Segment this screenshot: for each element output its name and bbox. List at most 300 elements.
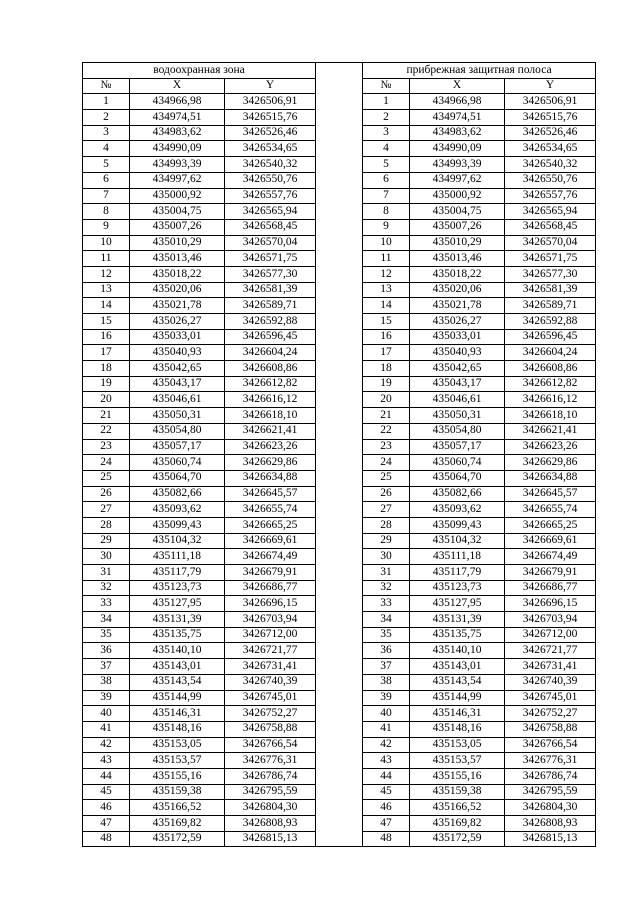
- cell-x: 435021,78: [130, 298, 225, 314]
- table-row: [363, 831, 596, 847]
- cell-number: 6: [363, 172, 410, 188]
- table-row: [83, 172, 316, 188]
- cell-y: 3426655,74: [225, 502, 316, 518]
- cell-number: 42: [363, 737, 410, 753]
- cell-y: 3426703,94: [505, 612, 596, 628]
- cell-y: 3426618,10: [225, 408, 316, 424]
- cell-number: 21: [363, 408, 410, 424]
- cell-x: 434993,39: [130, 157, 225, 173]
- cell-number: 16: [83, 329, 130, 345]
- table-title-row: [83, 63, 316, 79]
- cell-x: 435099,43: [130, 517, 225, 533]
- cell-y: 3426745,01: [225, 690, 316, 706]
- cell-y: 3426686,77: [505, 580, 596, 596]
- table-row: [363, 706, 596, 722]
- table-row: [83, 565, 316, 581]
- table-row: [83, 329, 316, 345]
- cell-x: 434966,98: [410, 94, 505, 110]
- table-row: [83, 376, 316, 392]
- cell-y: 3426674,49: [505, 549, 596, 565]
- cell-y: 3426577,30: [505, 266, 596, 282]
- cell-number: 16: [363, 329, 410, 345]
- cell-y: 3426592,88: [505, 314, 596, 330]
- cell-y: 3426623,26: [225, 439, 316, 455]
- cell-y: 3426634,88: [505, 470, 596, 486]
- cell-number: 32: [83, 580, 130, 596]
- cell-y: 3426740,39: [225, 674, 316, 690]
- cell-y: 3426618,10: [505, 408, 596, 424]
- table-row: [83, 188, 316, 204]
- cell-x: 435135,75: [130, 627, 225, 643]
- table-row: [83, 408, 316, 424]
- table-row: [83, 737, 316, 753]
- column-header-y: Y: [225, 78, 316, 94]
- table-row: [363, 204, 596, 220]
- table-row: [83, 721, 316, 737]
- cell-y: 3426665,25: [225, 517, 316, 533]
- cell-y: 3426721,77: [225, 643, 316, 659]
- cell-y: 3426589,71: [225, 298, 316, 314]
- cell-number: 47: [363, 816, 410, 832]
- cell-number: 37: [83, 659, 130, 675]
- table-row: [363, 627, 596, 643]
- cell-y: 3426815,13: [505, 831, 596, 847]
- cell-x: 435004,75: [410, 204, 505, 220]
- cell-y: 3426752,27: [225, 706, 316, 722]
- cell-y: 3426674,49: [225, 549, 316, 565]
- cell-x: 435060,74: [130, 455, 225, 471]
- cell-y: 3426571,75: [505, 251, 596, 267]
- cell-x: 435144,99: [130, 690, 225, 706]
- cell-y: 3426570,04: [225, 235, 316, 251]
- coastal-protection-strip-table: [362, 62, 596, 847]
- cell-y: 3426581,39: [505, 282, 596, 298]
- cell-number: 27: [83, 502, 130, 518]
- cell-number: 12: [363, 266, 410, 282]
- cell-x: 435127,95: [410, 596, 505, 612]
- column-header-x: X: [410, 78, 505, 94]
- cell-x: 435026,27: [410, 314, 505, 330]
- table-row: [83, 768, 316, 784]
- table-row: [363, 517, 596, 533]
- cell-y: 3426758,88: [505, 721, 596, 737]
- cell-number: 34: [83, 612, 130, 628]
- table-row: [83, 282, 316, 298]
- cell-number: 18: [363, 361, 410, 377]
- cell-y: 3426786,74: [225, 768, 316, 784]
- cell-x: 435046,61: [130, 392, 225, 408]
- cell-y: 3426621,41: [505, 423, 596, 439]
- table-row: [363, 753, 596, 769]
- table-row: [83, 800, 316, 816]
- coordinate-tables: [82, 62, 596, 847]
- cell-number: 19: [363, 376, 410, 392]
- cell-x: 435082,66: [410, 486, 505, 502]
- table-header-row: [363, 78, 596, 94]
- table-row: [363, 251, 596, 267]
- table-row: [363, 157, 596, 173]
- cell-number: 9: [83, 219, 130, 235]
- cell-x: 434974,51: [410, 110, 505, 126]
- cell-y: 3426604,24: [225, 345, 316, 361]
- table-row: [363, 282, 596, 298]
- table-title: водоохранная зона: [83, 63, 316, 79]
- cell-x: 435010,29: [130, 235, 225, 251]
- cell-number: 19: [83, 376, 130, 392]
- cell-y: 3426608,86: [505, 361, 596, 377]
- cell-number: 8: [363, 204, 410, 220]
- cell-x: 435042,65: [130, 361, 225, 377]
- cell-number: 34: [363, 612, 410, 628]
- table-row: [363, 423, 596, 439]
- cell-y: 3426534,65: [225, 141, 316, 157]
- cell-y: 3426679,91: [505, 565, 596, 581]
- cell-x: 434997,62: [130, 172, 225, 188]
- cell-number: 14: [363, 298, 410, 314]
- cell-x: 435131,39: [410, 612, 505, 628]
- cell-x: 435166,52: [410, 800, 505, 816]
- cell-x: 435042,65: [410, 361, 505, 377]
- cell-y: 3426795,59: [505, 784, 596, 800]
- table-row: [363, 659, 596, 675]
- table-row: [83, 266, 316, 282]
- cell-x: 434990,09: [410, 141, 505, 157]
- cell-y: 3426712,00: [505, 627, 596, 643]
- cell-x: 435104,32: [410, 533, 505, 549]
- cell-x: 435159,38: [130, 784, 225, 800]
- column-header-number: №: [83, 78, 130, 94]
- table-row: [363, 125, 596, 141]
- cell-number: 35: [83, 627, 130, 643]
- table-row: [83, 314, 316, 330]
- cell-x: 435155,16: [130, 768, 225, 784]
- cell-y: 3426766,54: [505, 737, 596, 753]
- cell-y: 3426669,61: [505, 533, 596, 549]
- cell-x: 435153,57: [130, 753, 225, 769]
- cell-y: 3426776,31: [225, 753, 316, 769]
- table-row: [83, 517, 316, 533]
- cell-number: 31: [363, 565, 410, 581]
- cell-y: 3426629,86: [225, 455, 316, 471]
- cell-y: 3426740,39: [505, 674, 596, 690]
- cell-number: 15: [363, 314, 410, 330]
- cell-number: 28: [363, 517, 410, 533]
- cell-number: 11: [363, 251, 410, 267]
- cell-y: 3426634,88: [225, 470, 316, 486]
- table-row: [83, 784, 316, 800]
- cell-y: 3426612,82: [225, 376, 316, 392]
- cell-x: 435148,16: [410, 721, 505, 737]
- cell-number: 29: [363, 533, 410, 549]
- table-row: [363, 219, 596, 235]
- cell-y: 3426752,27: [505, 706, 596, 722]
- table-row: [363, 345, 596, 361]
- cell-number: 18: [83, 361, 130, 377]
- cell-x: 435004,75: [130, 204, 225, 220]
- cell-number: 41: [83, 721, 130, 737]
- cell-x: 434993,39: [410, 157, 505, 173]
- cell-number: 36: [363, 643, 410, 659]
- cell-x: 435026,27: [130, 314, 225, 330]
- table-gap: [316, 62, 362, 847]
- cell-number: 38: [83, 674, 130, 690]
- table-row: [363, 800, 596, 816]
- cell-y: 3426645,57: [505, 486, 596, 502]
- cell-y: 3426515,76: [505, 110, 596, 126]
- cell-x: 435000,92: [130, 188, 225, 204]
- cell-x: 435043,17: [410, 376, 505, 392]
- table-row: [363, 486, 596, 502]
- cell-x: 435064,70: [130, 470, 225, 486]
- table-row: [83, 533, 316, 549]
- cell-y: 3426577,30: [225, 266, 316, 282]
- table-row: [363, 298, 596, 314]
- cell-y: 3426589,71: [505, 298, 596, 314]
- table-row: [83, 831, 316, 847]
- table-row: [83, 502, 316, 518]
- cell-x: 435135,75: [410, 627, 505, 643]
- cell-y: 3426731,41: [225, 659, 316, 675]
- cell-x: 435000,92: [410, 188, 505, 204]
- table-row: [83, 674, 316, 690]
- table-row: [83, 235, 316, 251]
- table-row: [83, 110, 316, 126]
- table-row: [83, 549, 316, 565]
- cell-y: 3426758,88: [225, 721, 316, 737]
- table-row: [83, 219, 316, 235]
- cell-y: 3426540,32: [505, 157, 596, 173]
- cell-y: 3426568,45: [505, 219, 596, 235]
- cell-number: 15: [83, 314, 130, 330]
- cell-number: 20: [363, 392, 410, 408]
- table-row: [83, 816, 316, 832]
- cell-y: 3426570,04: [505, 235, 596, 251]
- cell-x: 434966,98: [130, 94, 225, 110]
- cell-x: 435140,10: [130, 643, 225, 659]
- cell-x: 435117,79: [410, 565, 505, 581]
- cell-x: 435033,01: [410, 329, 505, 345]
- table-row: [363, 502, 596, 518]
- cell-y: 3426608,86: [225, 361, 316, 377]
- table-row: [363, 816, 596, 832]
- cell-number: 32: [363, 580, 410, 596]
- cell-y: 3426808,93: [505, 816, 596, 832]
- cell-number: 40: [363, 706, 410, 722]
- table-row: [363, 768, 596, 784]
- cell-y: 3426571,75: [225, 251, 316, 267]
- table-row: [363, 784, 596, 800]
- cell-y: 3426604,24: [505, 345, 596, 361]
- table-row: [363, 235, 596, 251]
- cell-y: 3426696,15: [225, 596, 316, 612]
- cell-x: 435064,70: [410, 470, 505, 486]
- cell-y: 3426623,26: [505, 439, 596, 455]
- cell-number: 30: [83, 549, 130, 565]
- table-row: [83, 94, 316, 110]
- cell-number: 45: [363, 784, 410, 800]
- cell-x: 435111,18: [410, 549, 505, 565]
- cell-x: 435153,05: [410, 737, 505, 753]
- cell-x: 435166,52: [130, 800, 225, 816]
- table-row: [363, 612, 596, 628]
- table-row: [83, 612, 316, 628]
- cell-x: 435117,79: [130, 565, 225, 581]
- cell-number: 47: [83, 816, 130, 832]
- table-row: [363, 580, 596, 596]
- cell-number: 9: [363, 219, 410, 235]
- cell-x: 435153,57: [410, 753, 505, 769]
- cell-x: 435020,06: [410, 282, 505, 298]
- cell-number: 30: [363, 549, 410, 565]
- table-row: [363, 470, 596, 486]
- cell-y: 3426669,61: [225, 533, 316, 549]
- cell-number: 43: [363, 753, 410, 769]
- cell-number: 44: [83, 768, 130, 784]
- cell-number: 25: [83, 470, 130, 486]
- cell-number: 13: [83, 282, 130, 298]
- cell-number: 10: [363, 235, 410, 251]
- cell-x: 435143,01: [130, 659, 225, 675]
- cell-x: 435013,46: [410, 251, 505, 267]
- cell-x: 435153,05: [130, 737, 225, 753]
- cell-y: 3426550,76: [225, 172, 316, 188]
- cell-number: 37: [363, 659, 410, 675]
- cell-number: 48: [363, 831, 410, 847]
- cell-y: 3426629,86: [505, 455, 596, 471]
- cell-x: 435123,73: [410, 580, 505, 596]
- cell-y: 3426506,91: [505, 94, 596, 110]
- cell-y: 3426712,00: [225, 627, 316, 643]
- cell-number: 42: [83, 737, 130, 753]
- cell-number: 39: [83, 690, 130, 706]
- cell-number: 1: [83, 94, 130, 110]
- table-row: [363, 596, 596, 612]
- table-row: [363, 643, 596, 659]
- cell-number: 5: [363, 157, 410, 173]
- cell-number: 22: [363, 423, 410, 439]
- cell-x: 435043,17: [130, 376, 225, 392]
- table-row: [83, 470, 316, 486]
- table-title: прибрежная защитная полоса: [363, 63, 596, 79]
- cell-number: 44: [363, 768, 410, 784]
- cell-x: 435093,62: [410, 502, 505, 518]
- table-row: [363, 533, 596, 549]
- table-row: [83, 643, 316, 659]
- table-row: [83, 251, 316, 267]
- cell-number: 24: [363, 455, 410, 471]
- cell-y: 3426515,76: [225, 110, 316, 126]
- table-row: [83, 486, 316, 502]
- cell-number: 13: [363, 282, 410, 298]
- cell-x: 435146,31: [130, 706, 225, 722]
- cell-y: 3426679,91: [225, 565, 316, 581]
- cell-number: 48: [83, 831, 130, 847]
- column-header-y: Y: [505, 78, 596, 94]
- cell-x: 435143,01: [410, 659, 505, 675]
- table-row: [83, 455, 316, 471]
- cell-x: 435007,26: [130, 219, 225, 235]
- cell-x: 435169,82: [410, 816, 505, 832]
- cell-x: 435140,10: [410, 643, 505, 659]
- cell-number: 2: [83, 110, 130, 126]
- cell-number: 5: [83, 157, 130, 173]
- cell-number: 4: [83, 141, 130, 157]
- cell-x: 434997,62: [410, 172, 505, 188]
- cell-x: 435057,17: [130, 439, 225, 455]
- cell-x: 435169,82: [130, 816, 225, 832]
- cell-number: 45: [83, 784, 130, 800]
- table-row: [83, 361, 316, 377]
- cell-number: 27: [363, 502, 410, 518]
- cell-number: 31: [83, 565, 130, 581]
- cell-y: 3426655,74: [505, 502, 596, 518]
- cell-y: 3426612,82: [505, 376, 596, 392]
- cell-x: 435082,66: [130, 486, 225, 502]
- table-row: [363, 737, 596, 753]
- cell-x: 435146,31: [410, 706, 505, 722]
- table-row: [363, 314, 596, 330]
- table-row: [363, 408, 596, 424]
- table-row: [363, 721, 596, 737]
- cell-x: 435159,38: [410, 784, 505, 800]
- cell-x: 435143,54: [410, 674, 505, 690]
- cell-y: 3426616,12: [505, 392, 596, 408]
- cell-x: 435018,22: [130, 266, 225, 282]
- cell-y: 3426596,45: [505, 329, 596, 345]
- cell-y: 3426565,94: [225, 204, 316, 220]
- cell-y: 3426696,15: [505, 596, 596, 612]
- cell-x: 435099,43: [410, 517, 505, 533]
- cell-number: 26: [363, 486, 410, 502]
- cell-x: 435143,54: [130, 674, 225, 690]
- cell-y: 3426568,45: [225, 219, 316, 235]
- cell-number: 23: [83, 439, 130, 455]
- cell-number: 28: [83, 517, 130, 533]
- cell-number: 43: [83, 753, 130, 769]
- cell-number: 17: [363, 345, 410, 361]
- cell-y: 3426592,88: [225, 314, 316, 330]
- table-row: [363, 266, 596, 282]
- cell-y: 3426540,32: [225, 157, 316, 173]
- cell-x: 435111,18: [130, 549, 225, 565]
- cell-x: 435054,80: [130, 423, 225, 439]
- cell-x: 435155,16: [410, 768, 505, 784]
- cell-number: 21: [83, 408, 130, 424]
- cell-y: 3426804,30: [225, 800, 316, 816]
- table-row: [83, 141, 316, 157]
- table-row: [363, 361, 596, 377]
- table-row: [363, 329, 596, 345]
- cell-number: 8: [83, 204, 130, 220]
- cell-x: 435131,39: [130, 612, 225, 628]
- cell-number: 4: [363, 141, 410, 157]
- cell-number: 14: [83, 298, 130, 314]
- cell-x: 435013,46: [130, 251, 225, 267]
- table-row: [363, 376, 596, 392]
- cell-x: 435060,74: [410, 455, 505, 471]
- cell-x: 435127,95: [130, 596, 225, 612]
- cell-x: 435093,62: [130, 502, 225, 518]
- cell-y: 3426703,94: [225, 612, 316, 628]
- cell-number: 3: [363, 125, 410, 141]
- cell-x: 435040,93: [410, 345, 505, 361]
- table-row: [363, 141, 596, 157]
- cell-y: 3426506,91: [225, 94, 316, 110]
- cell-x: 435050,31: [130, 408, 225, 424]
- cell-x: 435054,80: [410, 423, 505, 439]
- cell-x: 435046,61: [410, 392, 505, 408]
- cell-number: 3: [83, 125, 130, 141]
